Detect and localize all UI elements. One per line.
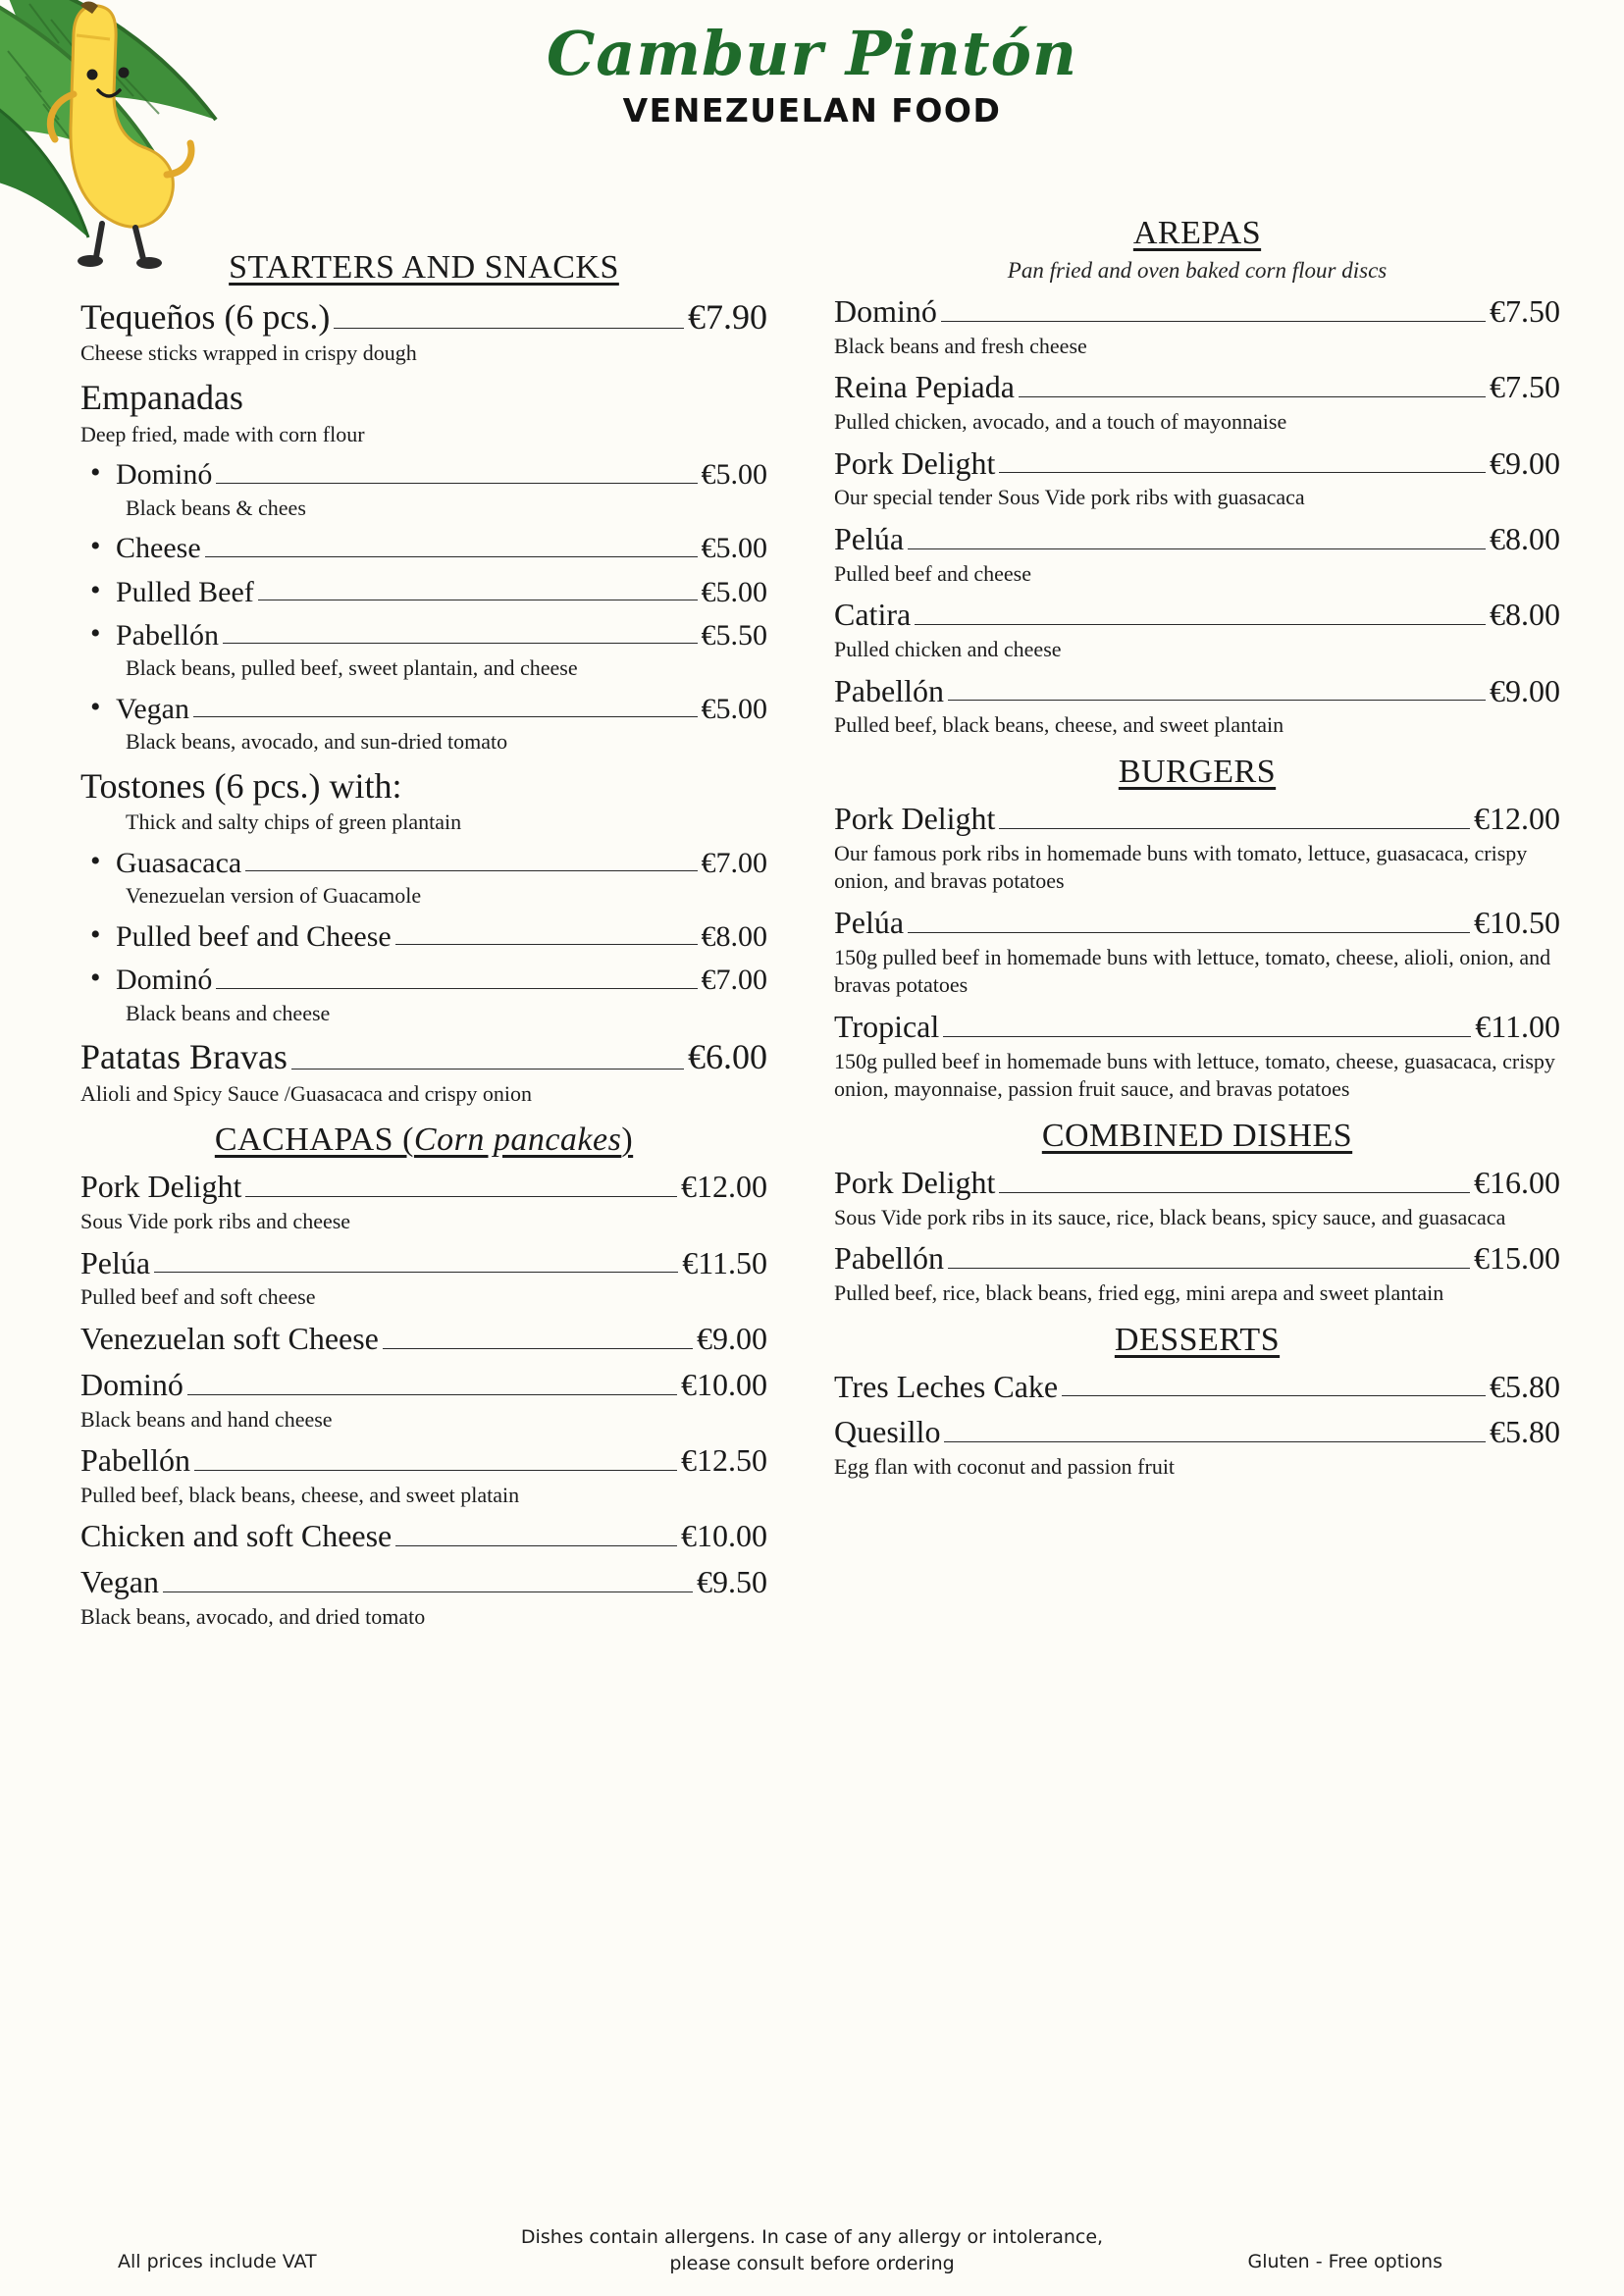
menu-item-description: Cheese sticks wrapped in crispy dough (80, 340, 417, 366)
leader-line (944, 1441, 1486, 1442)
menu-item-price: €5.00 (701, 458, 767, 492)
menu-item-price: €9.00 (1490, 672, 1560, 708)
menu-item-description: Pulled beef, black beans, cheese, and sweet plantain (834, 712, 1284, 738)
menu-item (80, 1321, 767, 1358)
menu-item (834, 445, 1560, 483)
menu-item (834, 1165, 1560, 1202)
leader-line (383, 1348, 693, 1349)
menu-item (80, 919, 767, 954)
menu-section-starters (80, 249, 767, 1108)
menu-item-description: Black beans and fresh cheese (834, 333, 1087, 358)
menu-item (80, 846, 767, 880)
menu-item-name: Tres Leches Cake (834, 1368, 1059, 1404)
menu-item-name: Patatas Bravas (80, 1037, 288, 1077)
menu-item-description: Sous Vide pork ribs in its sauce, rice, black beans, spicy sauce, and guasacaca (834, 1204, 1506, 1229)
section-title-cachapas: CACHAPAS (Corn pancakes) (214, 1122, 634, 1159)
menu-item-price: €6.00 (688, 1037, 767, 1077)
menu-item-price: €8.00 (1490, 597, 1560, 633)
section-subtitle-arepas: Pan fried and oven baked corn flour discs (1007, 258, 1388, 283)
menu-item (80, 765, 767, 807)
menu-item-price: €7.90 (688, 297, 767, 337)
leader-line (941, 321, 1486, 322)
leader-line (245, 1196, 677, 1197)
brand-subtitle: VENEZUELAN FOOD (622, 91, 1002, 130)
menu-section-burgers (834, 754, 1560, 1104)
menu-item-price: €10.50 (1474, 905, 1560, 940)
leader-line (999, 828, 1470, 829)
leader-line (1019, 396, 1486, 397)
menu-item-price: €5.80 (1490, 1368, 1560, 1404)
menu-item (80, 296, 767, 338)
leader-line (395, 1545, 677, 1546)
menu-item-name: • Pulled Beef (116, 575, 254, 608)
menu-section-arepas (834, 215, 1560, 740)
menu-item-name: • Vegan (116, 692, 189, 725)
left-column (80, 235, 767, 1632)
menu-item (834, 1009, 1560, 1046)
menu-item-name: Tostones (6 pcs.) with: (80, 765, 402, 806)
menu-item-name: Catira (834, 597, 912, 633)
menu-item-description: Sous Vide pork ribs and cheese (80, 1209, 351, 1234)
menu-item-name: Venezuelan soft Cheese (80, 1321, 379, 1357)
menu-item-description: Thick and salty chips of green plantain (126, 809, 462, 835)
menu-item (834, 1414, 1560, 1451)
leader-line (187, 1394, 677, 1395)
leader-line (193, 716, 698, 717)
menu-item-price: €8.00 (1490, 521, 1560, 557)
menu-item-name: Pabellón (834, 672, 944, 708)
menu-item-price: €5.50 (701, 618, 767, 652)
menu-item-description: Black beans and hand cheese (80, 1406, 333, 1432)
menu-header (0, 18, 1624, 130)
menu-item-name: Pork Delight (834, 444, 996, 481)
allergen-note-line1: Dishes contain allergens. In case of any allergy or intolerance, (520, 2225, 1104, 2248)
menu-item-name: Empanadas (80, 378, 243, 418)
menu-item-description: Pulled chicken and cheese (834, 637, 1062, 662)
menu-item-description: Pulled beef, black beans, cheese, and sweet platain (80, 1482, 520, 1507)
menu-item (80, 1442, 767, 1480)
leader-line (334, 328, 684, 329)
leader-line (245, 870, 697, 871)
menu-item (834, 905, 1560, 942)
section-title-desserts: DESSERTS (1114, 1321, 1281, 1358)
section-title-burgers: BURGERS (1118, 754, 1277, 791)
menu-item-description: Black beans, avocado, and dried tomato (80, 1603, 426, 1629)
menu-item-price: €12.00 (1474, 801, 1560, 837)
menu-item-description: Deep fried, made with corn flour (80, 421, 365, 446)
menu-item (834, 1240, 1560, 1278)
menu-item-description: Black beans, pulled beef, sweet plantain, and cheese (126, 655, 578, 681)
vat-note: All prices include VAT (118, 2251, 317, 2272)
menu-item-price: €5.80 (1490, 1414, 1560, 1450)
leader-line (943, 1036, 1471, 1037)
menu-item (834, 673, 1560, 710)
menu-item-description: Black beans and cheese (126, 1000, 331, 1025)
menu-item-price: €8.00 (701, 919, 767, 953)
menu-item-price: €7.00 (701, 964, 767, 997)
menu-item-price: €9.50 (697, 1564, 767, 1600)
menu-item-price: €10.00 (681, 1366, 767, 1402)
menu-item (80, 1036, 767, 1077)
menu-item-description: Our famous pork ribs in homemade buns with tomato, lettuce, guasacaca, crispy onion, and bravas potatoes (834, 840, 1528, 894)
menu-item (80, 531, 767, 565)
leader-line (908, 932, 1470, 933)
leader-line (948, 700, 1486, 701)
menu-item-description: Egg flan with coconut and passion fruit (834, 1454, 1176, 1480)
menu-item-name: Reina Pepiada (834, 369, 1015, 405)
menu-item (80, 1518, 767, 1555)
menu-item-description: Black beans & chees (126, 495, 306, 520)
menu-item (80, 575, 767, 609)
menu-item-price: €9.00 (1490, 444, 1560, 481)
menu-item-name: Dominó (80, 1366, 183, 1402)
menu-item (80, 1367, 767, 1404)
menu-item-name: Tropical (834, 1008, 940, 1044)
menu-item-price: €7.00 (701, 846, 767, 879)
menu-item-price: €16.00 (1474, 1164, 1560, 1200)
brand-title: Cambur Pintón (546, 18, 1078, 89)
menu-item-description: Pulled beef and cheese (834, 560, 1031, 586)
leader-line (291, 1069, 684, 1070)
menu-item (834, 597, 1560, 634)
section-title-combined: COMBINED DISHES (1041, 1117, 1353, 1154)
section-title-starters: STARTERS AND SNACKS (229, 249, 619, 286)
leader-line (223, 643, 698, 644)
menu-item-name: Pelúa (834, 521, 905, 557)
menu-item-description: 150g pulled beef in homemade buns with lettuce, tomato, cheese, guasacaca, crispy onion, mayonnaise, passion fruit sauce, and bravas potatoes (834, 1048, 1555, 1102)
menu-section-desserts (834, 1322, 1560, 1482)
menu-item (80, 618, 767, 652)
menu-item-price: €12.00 (681, 1169, 767, 1205)
leader-line (915, 624, 1486, 625)
menu-section-cachapas (80, 1122, 767, 1631)
menu-item-price: €11.50 (682, 1244, 767, 1280)
menu-item (834, 1369, 1560, 1406)
menu-item-price: €15.00 (1474, 1240, 1560, 1277)
menu-item (834, 293, 1560, 331)
menu-item (80, 692, 767, 726)
menu-item-name: Chicken and soft Cheese (80, 1518, 393, 1554)
menu-item-name: • Dominó (116, 964, 213, 997)
menu-item (80, 1169, 767, 1206)
menu-item (80, 963, 767, 997)
menu-item (834, 521, 1560, 558)
leader-line (948, 1268, 1470, 1269)
menu-item-price: €5.00 (701, 692, 767, 725)
leader-line (194, 1470, 677, 1471)
section-title-arepas: AREPAS (1132, 215, 1262, 251)
menu-item (80, 457, 767, 492)
menu-item-name: Pork Delight (834, 801, 996, 837)
leader-line (216, 483, 697, 484)
menu-item-price: €11.00 (1475, 1008, 1560, 1044)
menu-item-description: Pulled beef, rice, black beans, fried egg, mini arepa and sweet plantain (834, 1279, 1444, 1305)
menu-item-name: • Dominó (116, 458, 213, 492)
allergen-note-line2: please consult before ordering (669, 2253, 955, 2275)
menu-item-name: Pelúa (834, 905, 905, 940)
leader-line (205, 556, 698, 557)
gluten-free-note: Gluten - Free options (1247, 2251, 1442, 2272)
menu-item-price: €7.50 (1490, 369, 1560, 405)
menu-item (834, 801, 1560, 838)
leader-line (908, 548, 1486, 549)
menu-item (80, 1564, 767, 1601)
menu-item-name: • Pulled beef and Cheese (116, 919, 392, 953)
leader-line (395, 944, 698, 945)
menu-item (80, 377, 767, 418)
right-column (834, 201, 1560, 1482)
menu-item-description: Alioli and Spicy Sauce /Guasacaca and crispy onion (80, 1080, 533, 1106)
menu-item-price: €5.00 (701, 532, 767, 565)
menu-item (834, 369, 1560, 406)
menu-item-name: Pork Delight (834, 1164, 996, 1200)
leader-line (216, 988, 697, 989)
menu-item-description: Venezuelan version of Guacamole (126, 883, 422, 909)
menu-item-description: Our special tender Sous Vide pork ribs with guasacaca (834, 485, 1305, 510)
menu-item-name: Quesillo (834, 1414, 941, 1450)
menu-section-combined (834, 1118, 1560, 1308)
menu-item-name: Pabellón (834, 1240, 944, 1277)
menu-item-price: €10.00 (681, 1518, 767, 1554)
menu-item-name: Pabellón (80, 1442, 190, 1479)
leader-line (999, 1192, 1470, 1193)
menu-item-name: Pork Delight (80, 1169, 242, 1205)
menu-item-name: Dominó (834, 293, 937, 329)
menu-item-description: 150g pulled beef in homemade buns with lettuce, tomato, cheese, alioli, onion, and bravas potatoes (834, 944, 1551, 998)
menu-item-description: Black beans, avocado, and sun-dried tomato (126, 729, 508, 755)
menu-item-price: €12.50 (681, 1442, 767, 1479)
menu-item-price: €9.00 (697, 1321, 767, 1357)
menu-item-description: Pulled chicken, avocado, and a touch of mayonnaise (834, 409, 1287, 435)
menu-item-name: • Guasacaca (116, 846, 242, 879)
menu-item-name: • Pabellón (116, 618, 219, 652)
menu-item-name: • Cheese (116, 532, 201, 565)
menu-item (80, 1245, 767, 1282)
leader-line (1062, 1395, 1486, 1396)
menu-item-description: Pulled beef and soft cheese (80, 1284, 316, 1310)
menu-item-price: €5.00 (701, 575, 767, 608)
menu-item-name: Tequeños (6 pcs.) (80, 297, 331, 337)
menu-item-name: Pelúa (80, 1244, 151, 1280)
leader-line (154, 1272, 678, 1273)
menu-item-name: Vegan (80, 1564, 159, 1600)
leader-line (999, 472, 1486, 473)
menu-item-price: €7.50 (1490, 293, 1560, 329)
